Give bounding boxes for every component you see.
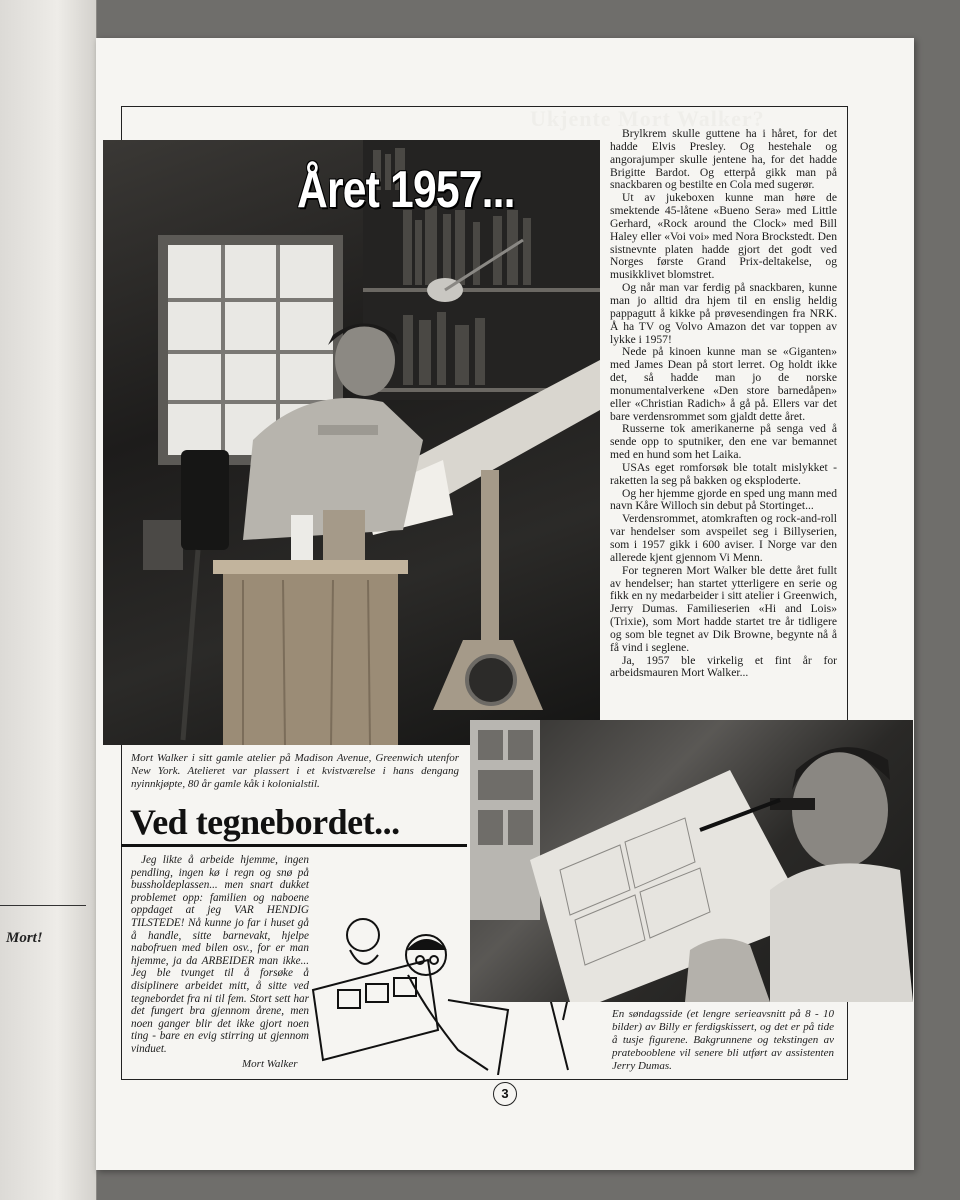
- photo-caption-sunday-page: En søndagsside (et lengre serieavsnitt på 8 - 10 bilder) av Billy er ferdigskissert, og det er på tide å tusje figurene. Bakgrunnene og tekstingen av pratebooblene vil senere bli utført av assistenten Jerry Dumas.: [612, 1008, 834, 1072]
- sunday-page-illustration: [470, 720, 913, 1002]
- facing-page-text-fragment: Mort!: [6, 930, 43, 946]
- facing-page-rule: [0, 905, 86, 906]
- quote-text: [131, 854, 309, 1056]
- article-paragraph: Nede på kinoen kunne man se «Giganten» med James Dean på stort lerret. Og holdt ikke det, så hadde man jo de norske monumentalverkene «Den store barnedåpen» eller «Christian Radich» å gå på. Ellers var det bare verdensrommet som gjaldt dette året.: [610, 345, 837, 423]
- show-through-text: Ukjente Mort Walker?: [530, 106, 765, 131]
- article-paragraph: Ut av jukeboxen kunne man høre de smektende 45-låtene «Bueno Sera» med Little Gerhard, «Rock around the Clock» med Bill Haley eller «Voi voi» med Nora Brockstedt. Den sistnevnte platen hadde gjort det godt ved Norges første Grand Prix-deltakelse, og musikklivet blomstret.: [610, 191, 837, 282]
- quote-paragraph: Jeg likte å arbeide hjemme, ingen pendling, ingen kø i regn og snø på bussholdeplassen... men snart dukket problemet opp: familien og naboene oppdaget at jeg VAR HENDIG TILSTEDE! Nå kunne jo far i huset gå å handle, sitte barnevakt, hjelpe nabofruen med bilen osv., for er man hjemme, ja da ARBEIDER man ikke... Jeg ble tvunget til å forsøke å disiplinere arbeidet mitt, å sitte ved tegnebordet fra ni til fem. Stort sett har det fungert bra gjennom årene, men noen ganger blir det ikke gjort noen ting - bare en evig stirring ut gjennom vinduet.: [131, 854, 309, 1055]
- sunday-page-photo: [470, 720, 913, 1002]
- article-paragraph: Og her hjemme gjorde en sped ung mann med navn Kåre Willoch sin debut på Stortinget...: [610, 486, 837, 513]
- section-heading-rule: [121, 844, 467, 847]
- page-heading: Året 1957...: [297, 161, 515, 219]
- article-paragraph: For tegneren Mort Walker ble dette året fullt av hendelser; han startet ytterligere en serie og fikk en ny medarbeider i sitt atelier i Greenwich, Jerry Dumas. Familieserien «Hi and Lois» (Trixie), som Mort hadde startet tre år tidligere og som ble tegnet av Dik Browne, begynte nå å få vind i seglene.: [610, 563, 837, 654]
- article-paragraph: Og når man var ferdig på snackbaren, kunne man jo alltid dra hjem til en enslig heldig pappagutt å kikke på prøvesendingen fra NRK. Å ha TV og Volvo Amazon det var toppen av lykke i 1957!: [610, 281, 837, 346]
- article-paragraph: USAs eget romforsøk ble totalt mislykket - raketten la seg på bakken og eksploderte.: [610, 460, 837, 487]
- article-paragraph: Russerne tok amerikanerne på senga ved å sende opp to sputniker, den ene var bemannet med en hund som het Laika.: [610, 422, 837, 462]
- article-body: [610, 128, 837, 680]
- article-paragraph: Brylkrem skulle guttene ha i håret, for det hadde Elvis Presley. Og hestehale og angorajumper skulle jentene ha, for det hadde Brigitte Bardot. Og etterpå gikk man på snackbaren og bestilte en Cola med sugerør.: [610, 127, 837, 192]
- facing-page: [0, 0, 97, 1200]
- article-paragraph: Ja, 1957 ble virkelig et fint år for arbeidsmauren Mort Walker...: [610, 653, 837, 680]
- studio-photo: [103, 140, 600, 745]
- studio-photo-illustration: [103, 140, 600, 745]
- section-heading: Ved tegnebordet...: [130, 802, 400, 842]
- photo-caption-studio: Mort Walker i sitt gamle atelier på Madison Avenue, Greenwich utenfor New York. Atelieret var plassert i et kvistværelse i hans dengang nyinnkjøpte, 80 år gamle kåk i kolonialstil.: [131, 752, 459, 790]
- quote-author: Mort Walker: [242, 1058, 298, 1070]
- article-paragraph: Verdensrommet, atomkraften og rock-and-roll var hendelser som avspeilet seg i Billyserien, som i 1957 gikk i 600 aviser. I Norge var den allerede kjent gjennom Vi Menn.: [610, 512, 837, 564]
- page-number: 3: [493, 1082, 517, 1106]
